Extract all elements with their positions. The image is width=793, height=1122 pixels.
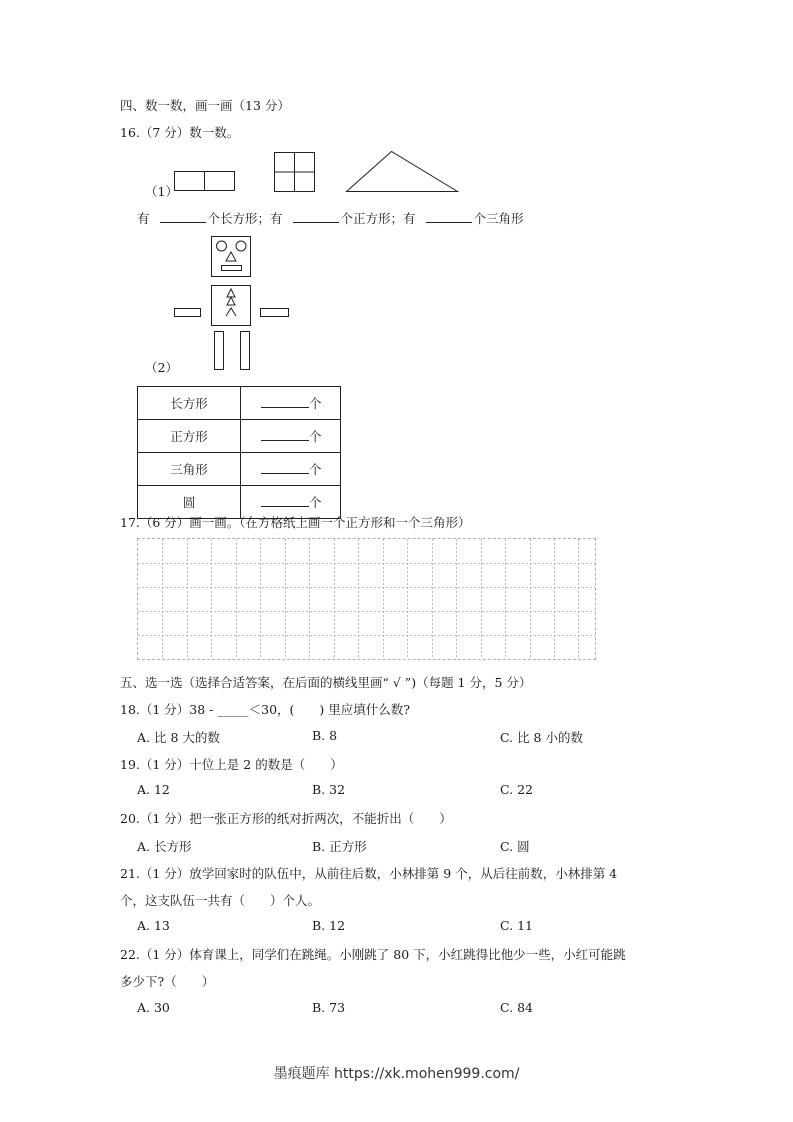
- robot-nose: [226, 252, 236, 261]
- section5-title: 五、选一选（选择合适答案，在后面的横线里画“ √ ”)（每题 1 分，5 分）: [120, 675, 532, 690]
- robot-figure: [170, 234, 295, 374]
- have-label: 有: [137, 211, 150, 226]
- table-cell-answer: [241, 387, 341, 420]
- robot-body: [212, 286, 251, 326]
- table-cell-shape: 圆: [138, 486, 241, 519]
- unit-label: 个: [309, 462, 322, 477]
- four-squares-figure: [275, 153, 315, 192]
- triangle-count-blank[interactable]: [426, 210, 472, 223]
- answer-blank[interactable]: [261, 461, 309, 474]
- q17-title: 17.（6 分）画一画。（在方格纸上画一个正方形和一个三角形）: [120, 515, 471, 530]
- q21-stem-cont: 个，这支队伍一共有（ ）个人。: [120, 893, 321, 908]
- table-cell-shape: 正方形: [138, 420, 241, 453]
- q16-part1-answer-line: [137, 209, 524, 227]
- q16-title: 16.（7 分）数一数。: [120, 125, 240, 140]
- robot-left-leg: [215, 332, 224, 370]
- grid-lines: [138, 539, 595, 659]
- q21-option-b[interactable]: B. 12: [312, 918, 346, 933]
- q16-part1-figures: [170, 148, 470, 196]
- q20-option-a[interactable]: A. 长方形: [137, 839, 192, 854]
- q19-option-b[interactable]: B. 32: [312, 782, 346, 797]
- q20-stem: 20.（1 分）把一张正方形的纸对折两次，不能折出（ ）: [120, 811, 452, 826]
- robot-right-arm: [261, 309, 289, 317]
- rect-count-blank[interactable]: [160, 210, 206, 223]
- square-suffix: 个正方形；有: [340, 211, 416, 226]
- q16-part2-label: （2）: [145, 360, 178, 375]
- q21-stem: 21.（1 分）放学回家时的队伍中，从前往后数，小林排第 9 个，从后往前数，小林排第 4: [120, 866, 618, 881]
- q19-option-a[interactable]: A. 12: [137, 782, 170, 797]
- triangle-suffix: 个三角形: [473, 211, 524, 226]
- rect-suffix: 个长方形；有: [207, 211, 283, 226]
- q18-option-a[interactable]: A. 比 8 大的数: [137, 730, 220, 745]
- unit-label: 个: [309, 396, 322, 411]
- triangle-figure: [347, 152, 458, 192]
- answer-blank[interactable]: [261, 395, 309, 408]
- q19-stem: 19.（1 分）十位上是 2 的数是（ ）: [120, 757, 343, 772]
- q18-option-c[interactable]: C. 比 8 小的数: [500, 730, 583, 745]
- robot-head: [212, 237, 251, 277]
- robot-right-leg: [241, 332, 250, 370]
- q20-option-b[interactable]: B. 正方形: [312, 839, 367, 854]
- table-cell-shape: 三角形: [138, 453, 241, 486]
- q22-option-b[interactable]: B. 73: [312, 1000, 346, 1015]
- q19-option-c[interactable]: C. 22: [500, 782, 533, 797]
- answer-blank[interactable]: [261, 428, 309, 441]
- table-cell-answer: [241, 453, 341, 486]
- q22-stem-cont: 多少下?（ ）: [120, 974, 215, 989]
- robot-mouth: [222, 266, 242, 271]
- q22-option-c[interactable]: C. 84: [500, 1000, 533, 1015]
- footer-watermark: 墨痕题库 https://xk.mohen999.com/: [273, 1066, 520, 1082]
- q18-stem: 18.（1 分）38 - _____＜30，( ) 里应填什么数?: [120, 702, 410, 717]
- answer-blank[interactable]: [261, 494, 309, 507]
- square-count-blank[interactable]: [293, 210, 339, 223]
- q16-part1-label: （1）: [145, 184, 178, 199]
- q20-option-c[interactable]: C. 圆: [500, 839, 530, 854]
- q21-option-a[interactable]: A. 13: [137, 918, 170, 933]
- q18-option-b[interactable]: B. 8: [312, 728, 338, 743]
- robot-left-eye: [217, 241, 227, 251]
- table-row: [138, 420, 341, 453]
- q22-option-a[interactable]: A. 30: [137, 1000, 170, 1015]
- section4-title: 四、数一数，画一画（13 分）: [120, 98, 290, 113]
- robot-left-arm: [175, 309, 201, 317]
- robot-right-eye: [236, 241, 246, 251]
- table-row: [138, 387, 341, 420]
- q22-stem: 22.（1 分）体育课上，同学们在跳绳。小刚跳了 80 下，小红跳得比他少一些，小红可能跳: [120, 947, 626, 962]
- q21-option-c[interactable]: C. 11: [500, 918, 533, 933]
- table-cell-answer: [241, 420, 341, 453]
- drawing-grid-paper[interactable]: [137, 538, 596, 660]
- shape-count-table: [137, 386, 341, 519]
- table-cell-shape: 长方形: [138, 387, 241, 420]
- unit-label: 个: [309, 495, 322, 510]
- table-row: [138, 453, 341, 486]
- two-rectangles-figure: [175, 172, 235, 191]
- unit-label: 个: [309, 429, 322, 444]
